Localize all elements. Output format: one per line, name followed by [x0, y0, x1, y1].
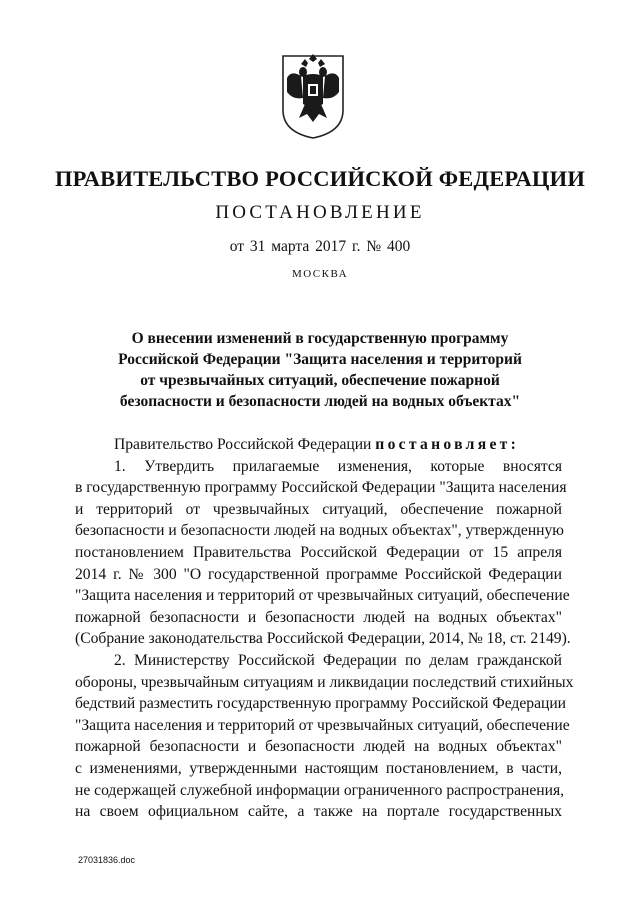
body-line: "Защита населения и территорий от чрезвычайных ситуаций, обеспечение [75, 716, 570, 734]
body-line: на своем официальном сайте, а также на портале государственных [75, 803, 562, 821]
body-line: бедствий разместить государственную программу Российской Федерации [75, 695, 567, 713]
title-line: от чрезвычайных ситуаций, обеспечение пожарной [140, 372, 500, 389]
russian-coat-of-arms-icon [273, 48, 353, 140]
resolves-word: постановляет: [375, 436, 520, 453]
date-number-line: от 31 марта 2017 г. № 400 [229, 238, 411, 255]
title-line: О внесении изменений в государственную программу [131, 330, 509, 347]
body-line: постановлением Правительства Российской Федерации от 15 апреля [75, 543, 562, 561]
intro-line [75, 434, 562, 456]
body-line: 1. Утвердить прилагаемые изменения, которые вносятся [114, 457, 562, 475]
government-name: ПРАВИТЕЛЬСТВО РОССИЙСКОЙ ФЕДЕРАЦИИ [54, 166, 586, 191]
document-type: ПОСТАНОВЛЕНИЕ [215, 202, 425, 223]
body-line: 2014 г. № 300 "О государственной программе Российской Федерации [75, 565, 562, 583]
body-line: пожарной безопасности и безопасности людей на водных объектах" [75, 738, 562, 756]
body-line: не содержащей служебной информации ограниченного распространения, [75, 781, 565, 799]
body-line: (Собрание законодательства Российской Федерации, 2014, № 18, ст. 2149). [75, 630, 571, 648]
title-line: Российской Федерации "Защита населения и территорий [118, 351, 522, 368]
decree-title [80, 328, 560, 412]
body-line: пожарной безопасности и безопасности людей на водных объектах" [75, 608, 562, 626]
body-line: и территорий от чрезвычайных ситуаций, обеспечение пожарной [75, 500, 562, 518]
body-line: безопасности и безопасности людей на водных объектах", утвержденную [75, 522, 564, 540]
decree-body [75, 434, 574, 823]
body-line: обороны, чрезвычайным ситуациям и ликвидации последствий стихийных [75, 673, 574, 691]
body-line: 2. Министерству Российской Федерации по делам гражданской [114, 651, 562, 669]
body-line: с изменениями, утвержденными настоящим постановлением, в части, [75, 759, 562, 777]
file-name: 27031836.doc [78, 855, 136, 865]
body-line: в государственную программу Российской Федерации "Защита населения [75, 479, 567, 497]
intro-text: Правительство Российской Федерации [114, 436, 376, 453]
body-line: "Защита населения и территорий от чрезвычайных ситуаций, обеспечение [75, 587, 570, 605]
city: МОСКВА [291, 268, 349, 280]
title-line: безопасности и безопасности людей на водных объектах" [119, 393, 521, 410]
